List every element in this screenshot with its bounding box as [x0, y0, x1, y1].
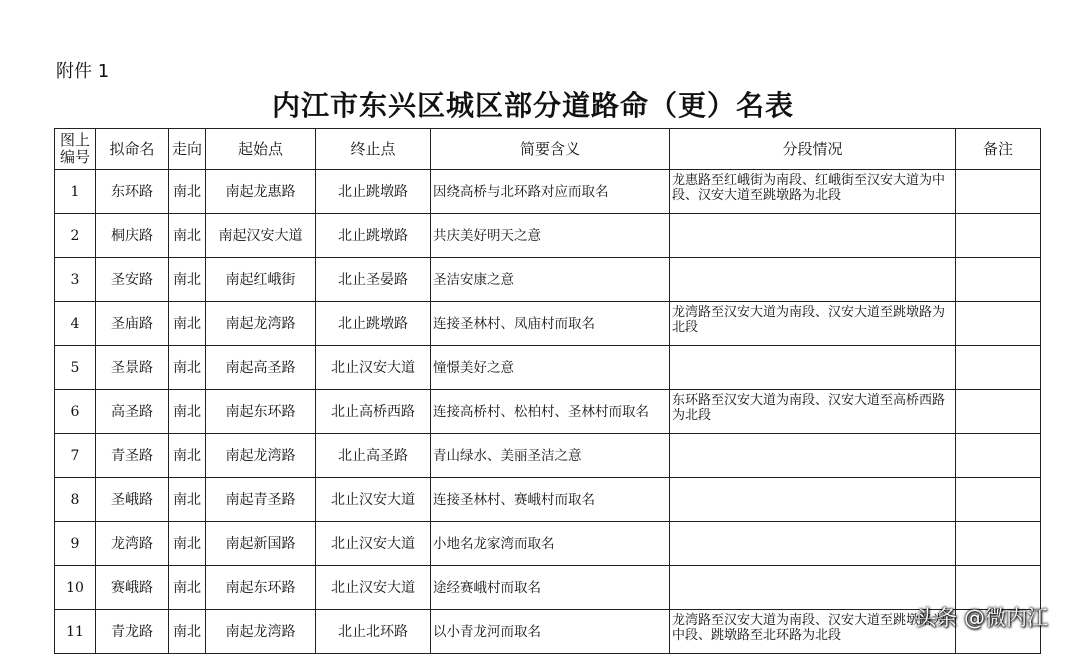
cell-direction: 南北	[169, 610, 206, 654]
cell-direction: 南北	[169, 390, 206, 434]
cell-direction: 南北	[169, 566, 206, 610]
cell-end-point: 北止北环路	[316, 610, 431, 654]
cell-start-point: 南起青圣路	[206, 478, 316, 522]
cell-meaning: 以小青龙河而取名	[431, 610, 670, 654]
cell-meaning: 憧憬美好之意	[431, 346, 670, 390]
cell-start-point: 南起东环路	[206, 390, 316, 434]
cell-end-point: 北止汉安大道	[316, 478, 431, 522]
cell-proposed-name: 圣庙路	[96, 302, 169, 346]
cell-start-point: 南起东环路	[206, 566, 316, 610]
table-row	[55, 478, 1041, 522]
cell-notes	[956, 390, 1041, 434]
header-segments: 分段情况	[670, 129, 956, 170]
cell-direction: 南北	[169, 302, 206, 346]
cell-end-point: 北止跳墩路	[316, 170, 431, 214]
header-meaning: 简要含义	[431, 129, 670, 170]
cell-end-point: 北止汉安大道	[316, 522, 431, 566]
cell-direction: 南北	[169, 214, 206, 258]
cell-map-number: 7	[55, 434, 96, 478]
cell-map-number: 10	[55, 566, 96, 610]
cell-map-number: 1	[55, 170, 96, 214]
cell-meaning: 连接圣林村、赛峨村而取名	[431, 478, 670, 522]
cell-end-point: 北止高桥西路	[316, 390, 431, 434]
table-row	[55, 302, 1041, 346]
header-end-point: 终止点	[316, 129, 431, 170]
cell-map-number: 6	[55, 390, 96, 434]
watermark: 头条 @微内江	[915, 606, 1048, 630]
cell-map-number: 4	[55, 302, 96, 346]
cell-start-point: 南起新国路	[206, 522, 316, 566]
cell-direction: 南北	[169, 478, 206, 522]
header-map-number: 图上编号	[55, 129, 96, 170]
cell-proposed-name: 圣峨路	[96, 478, 169, 522]
table-body	[55, 170, 1041, 654]
cell-start-point: 南起高圣路	[206, 346, 316, 390]
cell-proposed-name: 青圣路	[96, 434, 169, 478]
cell-segments	[670, 214, 956, 258]
cell-notes	[956, 346, 1041, 390]
cell-notes	[956, 434, 1041, 478]
cell-map-number: 3	[55, 258, 96, 302]
table-row	[55, 214, 1041, 258]
cell-notes	[956, 478, 1041, 522]
header-proposed-name: 拟命名	[96, 129, 169, 170]
cell-end-point: 北止跳墩路	[316, 214, 431, 258]
cell-start-point: 南起龙湾路	[206, 302, 316, 346]
cell-meaning: 途经赛峨村而取名	[431, 566, 670, 610]
cell-end-point: 北止跳墩路	[316, 302, 431, 346]
table-header-row	[55, 129, 1041, 170]
cell-meaning: 圣洁安康之意	[431, 258, 670, 302]
header-direction: 走向	[169, 129, 206, 170]
cell-proposed-name: 桐庆路	[96, 214, 169, 258]
table-row	[55, 170, 1041, 214]
cell-segments	[670, 258, 956, 302]
cell-segments: 龙惠路至红峨街为南段、红峨街至汉安大道为中段、汉安大道至跳墩路为北段	[670, 170, 956, 214]
cell-start-point: 南起龙湾路	[206, 434, 316, 478]
table-row	[55, 390, 1041, 434]
cell-notes	[956, 302, 1041, 346]
cell-proposed-name: 圣景路	[96, 346, 169, 390]
cell-segments	[670, 522, 956, 566]
table-row	[55, 610, 1041, 654]
cell-direction: 南北	[169, 522, 206, 566]
cell-notes	[956, 258, 1041, 302]
cell-map-number: 9	[55, 522, 96, 566]
table-row	[55, 346, 1041, 390]
cell-meaning: 因绕高桥与北环路对应而取名	[431, 170, 670, 214]
cell-end-point: 北止圣晏路	[316, 258, 431, 302]
cell-map-number: 8	[55, 478, 96, 522]
cell-proposed-name: 赛峨路	[96, 566, 169, 610]
cell-end-point: 北止汉安大道	[316, 566, 431, 610]
cell-map-number: 5	[55, 346, 96, 390]
cell-meaning: 小地名龙家湾而取名	[431, 522, 670, 566]
cell-notes	[956, 522, 1041, 566]
cell-segments: 龙湾路至汉安大道为南段、汉安大道至跳墩路为中段、跳墩路至北环路为北段	[670, 610, 956, 654]
cell-notes	[956, 170, 1041, 214]
document-title: 内江市东兴区城区部分道路命（更）名表	[271, 89, 794, 122]
cell-segments	[670, 478, 956, 522]
table-row	[55, 434, 1041, 478]
table-row	[55, 566, 1041, 610]
cell-start-point: 南起龙湾路	[206, 610, 316, 654]
cell-segments	[670, 434, 956, 478]
cell-end-point: 北止汉安大道	[316, 346, 431, 390]
cell-meaning: 连接圣林村、凤庙村而取名	[431, 302, 670, 346]
cell-segments	[670, 346, 956, 390]
cell-start-point: 南起汉安大道	[206, 214, 316, 258]
cell-meaning: 连接高桥村、松柏村、圣林村而取名	[431, 390, 670, 434]
cell-direction: 南北	[169, 170, 206, 214]
cell-direction: 南北	[169, 346, 206, 390]
cell-proposed-name: 圣安路	[96, 258, 169, 302]
cell-proposed-name: 青龙路	[96, 610, 169, 654]
road-naming-table	[54, 128, 1041, 654]
cell-map-number: 11	[55, 610, 96, 654]
cell-direction: 南北	[169, 434, 206, 478]
cell-notes	[956, 214, 1041, 258]
cell-meaning: 青山绿水、美丽圣洁之意	[431, 434, 670, 478]
cell-proposed-name: 龙湾路	[96, 522, 169, 566]
cell-segments: 东环路至汉安大道为南段、汉安大道至高桥西路为北段	[670, 390, 956, 434]
cell-map-number: 2	[55, 214, 96, 258]
attachment-label: 附件 1	[56, 61, 110, 82]
cell-direction: 南北	[169, 258, 206, 302]
header-start-point: 起始点	[206, 129, 316, 170]
cell-segments: 龙湾路至汉安大道为南段、汉安大道至跳墩路为北段	[670, 302, 956, 346]
cell-meaning: 共庆美好明天之意	[431, 214, 670, 258]
header-notes: 备注	[956, 129, 1041, 170]
cell-start-point: 南起龙惠路	[206, 170, 316, 214]
table-row	[55, 258, 1041, 302]
cell-proposed-name: 高圣路	[96, 390, 169, 434]
table-row	[55, 522, 1041, 566]
cell-start-point: 南起红峨街	[206, 258, 316, 302]
cell-end-point: 北止高圣路	[316, 434, 431, 478]
cell-segments	[670, 566, 956, 610]
cell-proposed-name: 东环路	[96, 170, 169, 214]
